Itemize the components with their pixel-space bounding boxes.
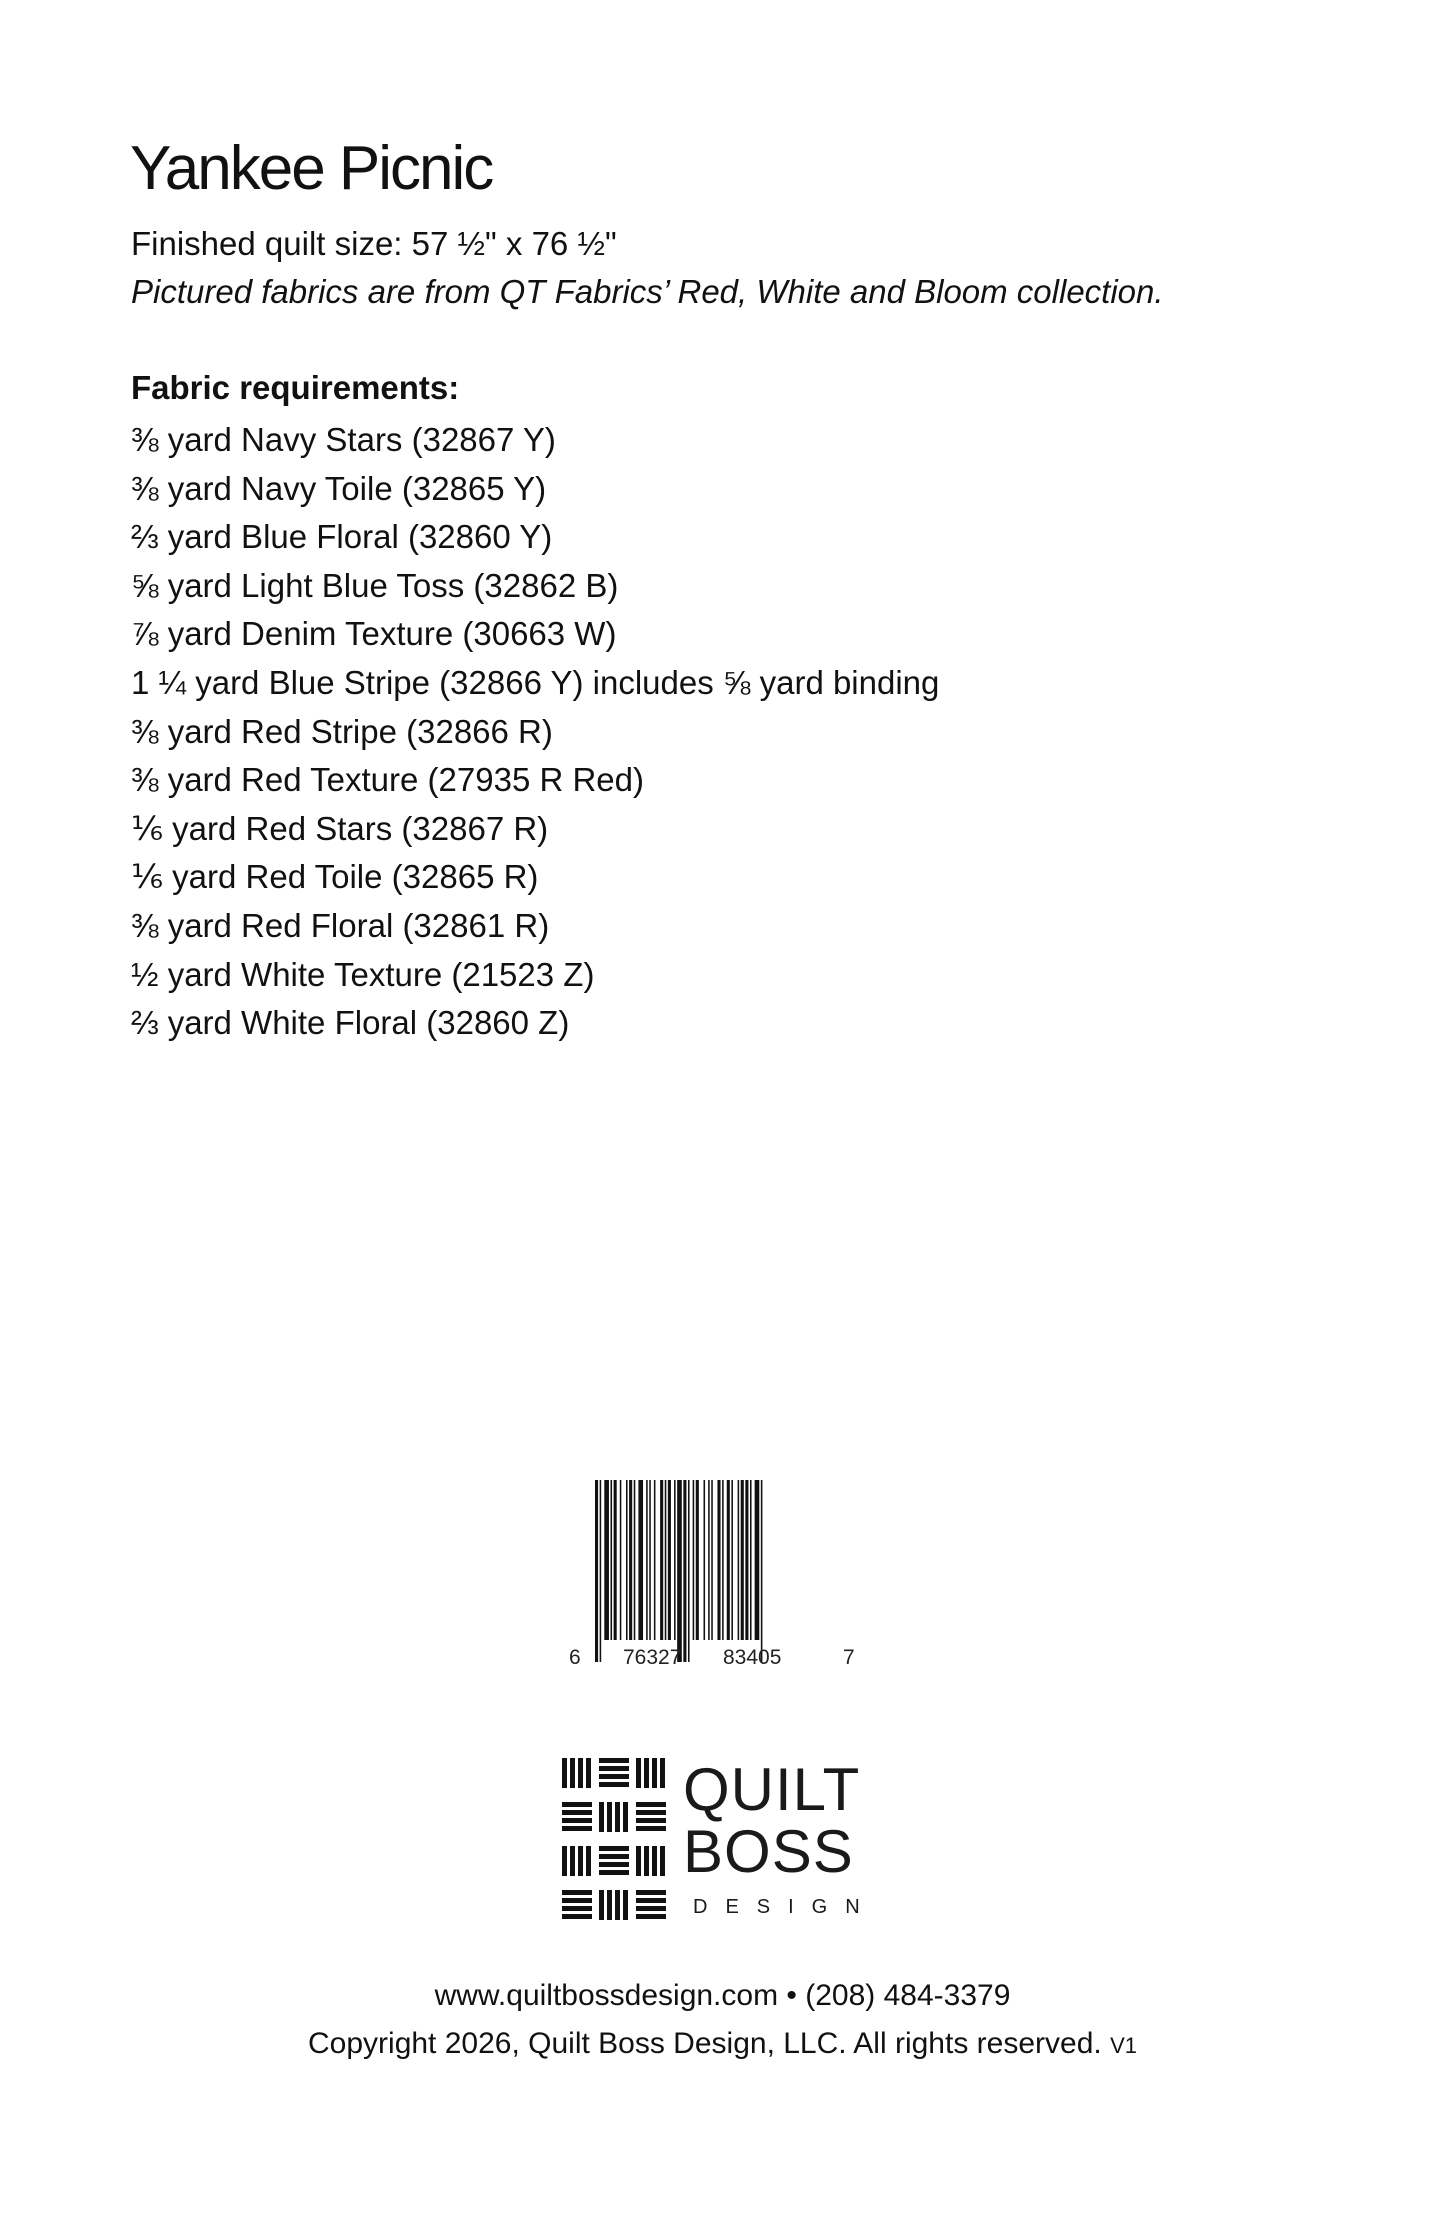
quilt-boss-logo	[562, 1758, 892, 1938]
barcode-bar	[717, 1480, 720, 1640]
barcode-bar	[614, 1480, 617, 1640]
logo-stripe	[636, 1906, 666, 1911]
fabric-item: ⅜ yard Navy Stars (32867 Y)	[131, 421, 556, 458]
logo-stripe	[599, 1758, 629, 1763]
barcode-bars-icon	[565, 1470, 855, 1670]
footer-contact: www.quiltbossdesign.com • (208) 484-3379	[434, 1979, 1011, 2012]
logo-stripe	[562, 1846, 567, 1876]
barcode-bar	[693, 1480, 695, 1640]
logo-stripe	[599, 1854, 629, 1859]
copyright-text: Copyright 2026, Quilt Boss Design, LLC. All rights reserved.	[308, 2027, 1102, 2060]
fabric-item: ⅜ yard Red Stripe (32866 R)	[131, 712, 553, 750]
barcode-bar	[683, 1480, 686, 1662]
barcode-bar	[595, 1480, 598, 1662]
barcode-bar	[727, 1480, 730, 1640]
barcode-last-digit: 7	[843, 1646, 855, 1669]
logo-stripe	[652, 1758, 657, 1788]
barcode-bar	[722, 1480, 724, 1640]
logo-stripe	[599, 1890, 604, 1920]
logo-stripe	[562, 1890, 592, 1895]
fabric-item: ½ yard White Texture (21523 Z)	[131, 955, 595, 993]
logo-stripe	[570, 1846, 575, 1876]
fabric-item: ⅜ yard Red Texture (27935 R Red)	[131, 761, 644, 799]
logo-stripe	[607, 1890, 612, 1920]
logo-stripe	[562, 1826, 592, 1831]
logo-stripe	[623, 1802, 628, 1832]
logo-stripe	[599, 1766, 629, 1771]
quilt-block-logo-icon	[562, 1758, 666, 1930]
barcode-bar	[745, 1480, 748, 1640]
logo-stripe	[615, 1802, 620, 1832]
barcode-group-2: 83405	[723, 1646, 782, 1669]
logo-stripe	[660, 1758, 665, 1788]
barcode-bar	[665, 1480, 667, 1640]
fabric-item: ⅝ yard Light Blue Toss (32862 B)	[131, 566, 619, 604]
barcode-bar	[677, 1480, 682, 1662]
fabric-item: ⅔ yard Blue Floral (32860 Y)	[131, 518, 553, 556]
barcode-bar	[755, 1480, 760, 1640]
logo-stripe	[562, 1802, 592, 1807]
barcode-bar	[638, 1480, 643, 1640]
fabric-item: ⅔ yard White Floral (32860 Z)	[131, 1004, 570, 1042]
barcode-bar	[668, 1480, 671, 1640]
logo-stripe	[599, 1802, 604, 1832]
fabric-item: 1 ¼ yard Blue Stripe (32866 Y) includes ⅝ yard binding	[131, 663, 940, 701]
logo-stripe	[636, 1810, 666, 1815]
barcode-bar	[674, 1480, 676, 1640]
logo-stripe	[644, 1846, 649, 1876]
logo-stripe	[636, 1898, 666, 1903]
logo-stripe	[586, 1758, 591, 1788]
barcode-bar	[626, 1480, 628, 1640]
barcode-group-1: 76327	[623, 1646, 682, 1669]
barcode-bar	[711, 1480, 713, 1640]
barcode-bar	[620, 1480, 622, 1640]
version-label: V1	[1110, 2033, 1137, 2058]
logo-stripe	[636, 1890, 666, 1895]
footer-copyright	[0, 2026, 1445, 2062]
fabric-item: ⅜ yard Red Floral (32861 R)	[131, 906, 550, 944]
logo-stripe	[636, 1802, 666, 1807]
barcode-bar	[634, 1480, 636, 1640]
fabric-item: ⅜ yard Navy Toile (32865 Y)	[131, 469, 547, 507]
logo-stripe	[562, 1914, 592, 1919]
logo-stripe	[562, 1906, 592, 1911]
barcode-bar	[629, 1480, 632, 1640]
barcode-bar	[708, 1480, 710, 1640]
logo-stripe	[599, 1774, 629, 1779]
barcode-bar	[660, 1480, 663, 1640]
barcode-bar	[738, 1480, 740, 1640]
barcode-bar	[649, 1480, 651, 1640]
logo-stripe	[599, 1782, 629, 1787]
barcode-bar	[646, 1480, 648, 1640]
logo-stripe	[570, 1758, 575, 1788]
logo-stripe	[623, 1890, 628, 1920]
fabric-requirements-list	[131, 416, 939, 1048]
logo-stripe	[578, 1846, 583, 1876]
logo-stripe	[562, 1818, 592, 1823]
barcode-bar	[750, 1480, 752, 1640]
logo-stripe	[599, 1870, 629, 1875]
barcode-bar	[761, 1480, 763, 1662]
logo-stripe	[636, 1758, 641, 1788]
logo-stripe	[636, 1846, 641, 1876]
barcode-bar	[654, 1480, 656, 1640]
logo-stripe	[636, 1826, 666, 1831]
logo-stripe	[578, 1758, 583, 1788]
fabric-item: ⅞ yard Denim Texture (30663 W)	[131, 615, 617, 653]
logo-stripe	[615, 1890, 620, 1920]
barcode-first-digit: 6	[569, 1646, 581, 1669]
logo-text-boss: BOSS	[683, 1818, 854, 1885]
fabric-item: ⅙ yard Red Stars (32867 R)	[131, 809, 549, 847]
logo-stripe	[562, 1810, 592, 1815]
logo-stripe	[652, 1846, 657, 1876]
barcode-bar	[696, 1480, 699, 1640]
barcode-bar	[704, 1480, 706, 1640]
barcode-bar	[741, 1480, 744, 1640]
finished-quilt-size: Finished quilt size: 57 ½" x 76 ½"	[131, 225, 617, 262]
barcode-bar	[604, 1480, 609, 1640]
fabric-requirements-heading: Fabric requirements:	[131, 369, 460, 406]
logo-stripe	[636, 1914, 666, 1919]
logo-stripe	[636, 1818, 666, 1823]
fabric-item: ⅙ yard Red Toile (32865 R)	[131, 858, 539, 896]
logo-text-quilt: QUILT	[683, 1756, 861, 1823]
barcode-bar	[688, 1480, 690, 1662]
logo-stripe	[562, 1898, 592, 1903]
pattern-title: Yankee Picnic	[130, 134, 493, 203]
logo-stripe	[660, 1846, 665, 1876]
logo-stripe	[599, 1862, 629, 1867]
logo-stripe	[607, 1802, 612, 1832]
barcode-bar	[600, 1480, 602, 1662]
pictured-fabrics-note: Pictured fabrics are from QT Fabrics’ Red, White and Bloom collection.	[131, 273, 1164, 310]
barcode-bar	[611, 1480, 613, 1640]
logo-stripe	[562, 1758, 567, 1788]
logo-stripe	[586, 1846, 591, 1876]
logo-stripe	[644, 1758, 649, 1788]
logo-text-design: DESIGN	[693, 1896, 878, 1918]
barcode-bar	[731, 1480, 733, 1640]
upc-barcode	[565, 1470, 855, 1680]
logo-stripe	[599, 1846, 629, 1851]
